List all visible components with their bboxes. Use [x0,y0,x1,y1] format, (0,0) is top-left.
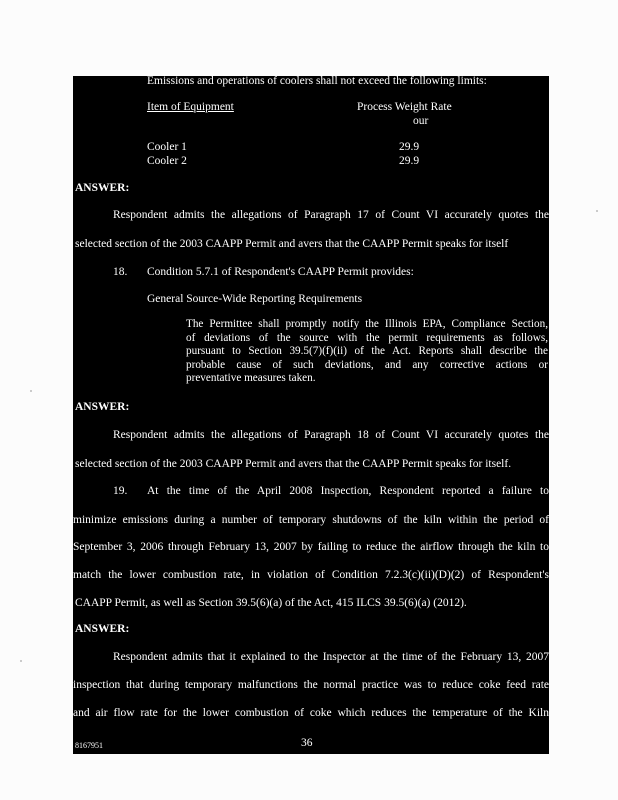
block-quote [186,318,548,386]
answer19-line: Respondent admits that it explained to the Inspector at the time of the February 13, 2007 [113,651,549,663]
answer-heading: ANSWER: [75,182,130,194]
document-page [73,76,549,754]
table-row-item: Cooler 2 [147,155,187,167]
quote-line: probable cause of such deviations, and any corrective actions or [186,358,548,371]
quote-line: of deviations of the source with the permit requirements as follows, [186,331,548,344]
table-header-item: Item of Equipment [147,101,234,113]
paragraph19-line: CAAPP Permit, as well as Section 39.5(6)(a) of the Act, 415 ILCS 39.5(6)(a) (2012). [75,597,467,609]
answer19-line: and air flow rate for the lower combustion of coke which reduces the temperature of the Kiln [73,707,549,719]
quote-line: The Permittee shall promptly notify the Illinois EPA, Compliance Section, [186,318,548,330]
table-header-unit: our [413,115,429,127]
paragraph-number: 19. [113,485,128,497]
quote-line: preventative measures taken. [186,372,316,384]
paragraph19-line: match the lower combustion rate, in violation of Condition 7.2.3(c)(ii)(D)(2) of Respondent's [73,569,549,581]
footer-doc-id: 8167951 [75,741,103,750]
table-row-rate: 29.9 [399,141,420,153]
answer-heading: ANSWER: [75,401,130,413]
table-row-item: Cooler 1 [147,141,187,153]
paragraph19-line: minimize emissions during a number of temporary shutdowns of the kiln within the period of [73,514,549,526]
paragraph-number: 18. [113,266,128,278]
paragraph19-line: At the time of the April 2008 Inspection, Respondent reported a failure to [147,485,549,497]
paragraph18-subheading: General Source-Wide Reporting Requirements [147,293,363,305]
answer19-line: inspection that during temporary malfunctions the normal practice was to reduce coke feed rate [73,679,549,691]
answer18-line: selected section of the 2003 CAAPP Permit and avers that the CAAPP Permit speaks for itself. [75,458,512,470]
answer18-line: Respondent admits the allegations of Paragraph 18 of Count VI accurately quotes the [113,429,549,441]
table-header-rate: Process Weight Rate [357,101,452,113]
quote-line: pursuant to Section 39.5(7)(f)(ii) of the Act. Reports shall describe the [186,345,548,357]
paragraph19-line: September 3, 2006 through February 13, 2007 by failing to reduce the airflow through the kiln to [73,541,549,553]
paragraph18-text: Condition 5.7.1 of Respondent's CAAPP Permit provides: [147,266,414,278]
answer17-line: Respondent admits the allegations of Paragraph 17 of Count VI accurately quotes the [113,209,549,221]
scan-speck [30,390,32,392]
intro-line: Emissions and operations of coolers shall not exceed the following limits: [147,75,487,87]
answer-heading: ANSWER: [75,623,130,635]
scan-speck [20,660,22,662]
table-row-rate: 29.9 [399,155,420,167]
answer17-line: selected section of the 2003 CAAPP Permit and avers that the CAAPP Permit speaks for itself [75,238,509,250]
scan-speck [596,210,598,212]
page-number: 36 [301,737,313,749]
